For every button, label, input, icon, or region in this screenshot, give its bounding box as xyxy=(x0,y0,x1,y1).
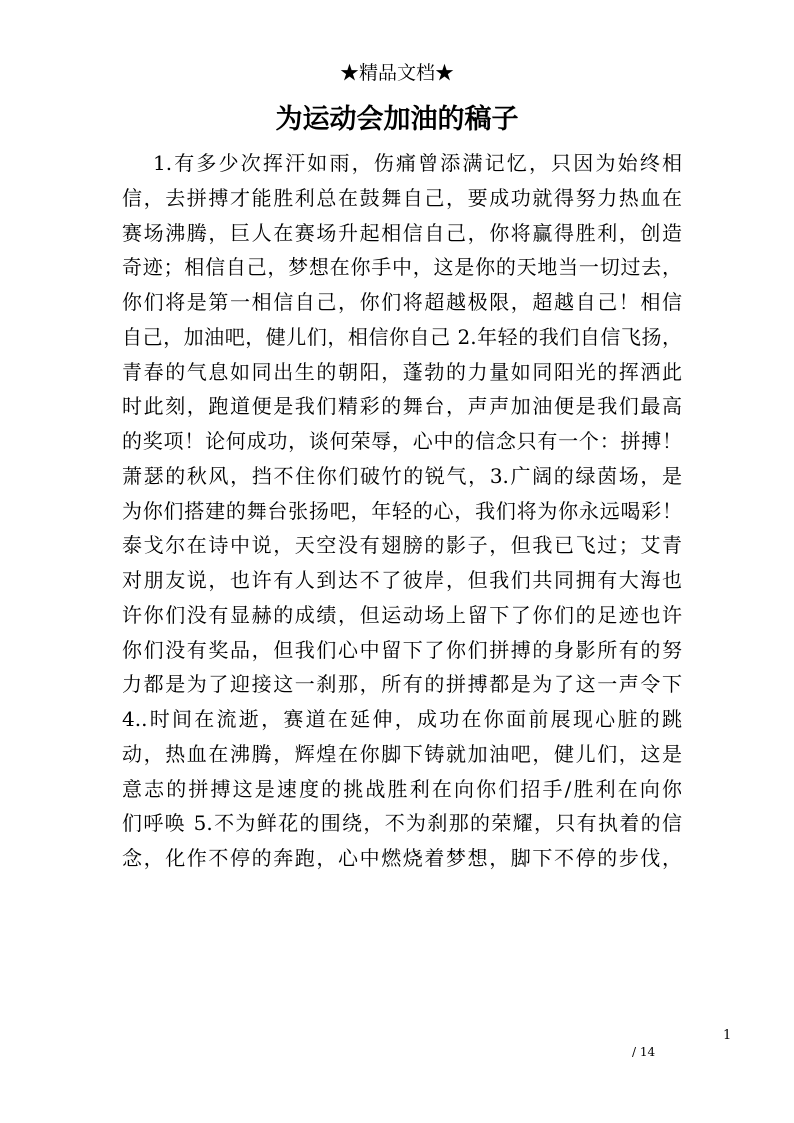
body-line: 青春的气息如同出生的朝阳，蓬勃的力量如同阳光的挥洒此 xyxy=(122,359,682,384)
body-line: 萧瑟的秋风，挡不住你们破竹的锐气，3.广阔的绿茵场，是 xyxy=(122,463,682,488)
body-line: 你们将是第一相信自己，你们将超越极限，超越自己！相信 xyxy=(122,290,682,314)
body-line: 自己，加油吧，健儿们，相信你自己 2.年轻的我们自信飞扬， xyxy=(122,324,682,349)
body-line: 意志的拼搏这是速度的挑战胜利在向你们招手/胜利在向你 xyxy=(122,776,682,801)
header-mark: ★精品文档★ xyxy=(339,62,454,84)
body-line: 赛场沸腾，巨人在赛场升起相信自己，你将赢得胜利，创造 xyxy=(122,220,682,245)
body-line: 力都是为了迎接这一刹那，所有的拼搏都是为了这一声令下 xyxy=(122,672,682,697)
body-line: 泰戈尔在诗中说，天空没有翅膀的影子，但我已飞过；艾青 xyxy=(122,533,682,558)
body-line: 奇迹；相信自己，梦想在你手中，这是你的天地当一切过去， xyxy=(122,255,682,280)
body-line: 们呼唤 5.不为鲜花的围绕，不为刹那的荣耀，只有执着的信 xyxy=(122,811,682,836)
body-line: 信，去拼搏才能胜利总在鼓舞自己，要成功就得努力热血在 xyxy=(122,185,682,210)
page-total: / 14 xyxy=(632,1045,656,1059)
body-line: 动，热血在沸腾，辉煌在你脚下铸就加油吧，健儿们，这是 xyxy=(122,741,682,766)
body-line: 你们没有奖品，但我们心中留下了你们拼搏的身影所有的努 xyxy=(122,637,682,662)
body-line: 4..时间在流逝，赛道在延伸，成功在你面前展现心脏的跳 xyxy=(122,707,682,731)
document-body xyxy=(122,146,682,876)
body-line: 许你们没有显赫的成绩，但运动场上留下了你们的足迹也许 xyxy=(122,602,682,627)
body-line: 对朋友说，也许有人到达不了彼岸，但我们共同拥有大海也 xyxy=(122,568,682,592)
page-number: 1 xyxy=(723,1028,732,1043)
body-line: 的奖项！论何成功，谈何荣辱，心中的信念只有一个：拼搏！ xyxy=(122,429,682,453)
body-line: 念，化作不停的奔跑，心中燃烧着梦想，脚下不停的步伐， xyxy=(122,846,682,870)
body-line: 时此刻，跑道便是我们精彩的舞台，声声加油便是我们最高 xyxy=(122,394,682,419)
body-line: 为你们搭建的舞台张扬吧，年轻的心，我们将为你永远喝彩！ xyxy=(122,498,682,523)
body-line: 1.有多少次挥汗如雨，伤痛曾添满记忆，只因为始终相 xyxy=(153,151,682,175)
document-title: 为运动会加油的稿子 xyxy=(275,104,519,135)
